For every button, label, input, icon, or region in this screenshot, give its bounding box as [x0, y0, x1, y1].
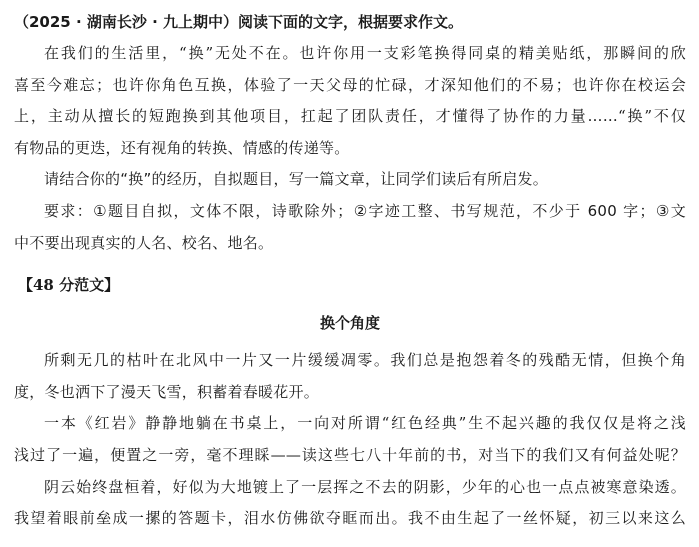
- material-line-2: 喜至今难忘；也许你角色互换，体验了一天父母的忙碌，才深知他们的不易；也许你在校运会: [14, 75, 686, 94]
- essay-line-6: 我望着眼前垒成一摞的答题卡，泪水仿佛欲夺眶而出。我不由生起了一丝怀疑，初三以来这么: [14, 509, 686, 528]
- material-line-3: 上，主动从擅长的短跑换到其他项目，扛起了团队责任，才懂得了协作的力量……“换”不仅: [14, 107, 686, 126]
- requirement-line-1: 要求：①题目自拟，文体不限，诗歌除外；②字迹工整、书写规范，不少于 600 字；③文: [44, 201, 686, 220]
- material-line-4: 有物品的更迭，还有视角的转换、情感的传递等。: [14, 138, 350, 157]
- essay-title: 换个角度: [319, 314, 380, 333]
- essay-line-2: 度，冬也洒下了漫天飞雪，积蓄着春暖花开。: [14, 382, 320, 401]
- prompt-source-heading: （2025 · 湖南长沙 · 九上期中）阅读下面的文字，根据要求作文。: [14, 13, 464, 31]
- model-essay-label: 【48 分范文】: [18, 276, 120, 295]
- essay-line-1: 所剩无几的枯叶在北风中一片又一片缓缓凋零。我们总是抱怨着冬的残酷无情，但换个角: [44, 351, 686, 370]
- material-line-1: 在我们的生活里，“换”无处不在。也许你用一支彩笔换得同桌的精美贴纸，那瞬间的欣: [44, 44, 686, 62]
- essay-line-5: 阴云始终盘桓着，好似为大地镀上了一层挥之不去的阴影，少年的心也一点点被寒意染透。: [44, 477, 686, 496]
- essay-line-3: 一本《红岩》静静地躺在书桌上，一向对所谓“红色经典”生不起兴趣的我仅仅是将之浅: [44, 414, 686, 433]
- document-page: [14, 10, 686, 535]
- requirement-line-2: 中不要出现真实的人名、校名、地名。: [14, 233, 274, 252]
- essay-line-4: 浅过了一遍，便置之一旁，毫不理睬——读这些七八十年前的书，对当下的我们又有何益处呢？: [14, 445, 686, 464]
- writing-instruction: 请结合你的“换”的经历，自拟题目，写一篇文章，让同学们读后有所启发。: [44, 170, 549, 189]
